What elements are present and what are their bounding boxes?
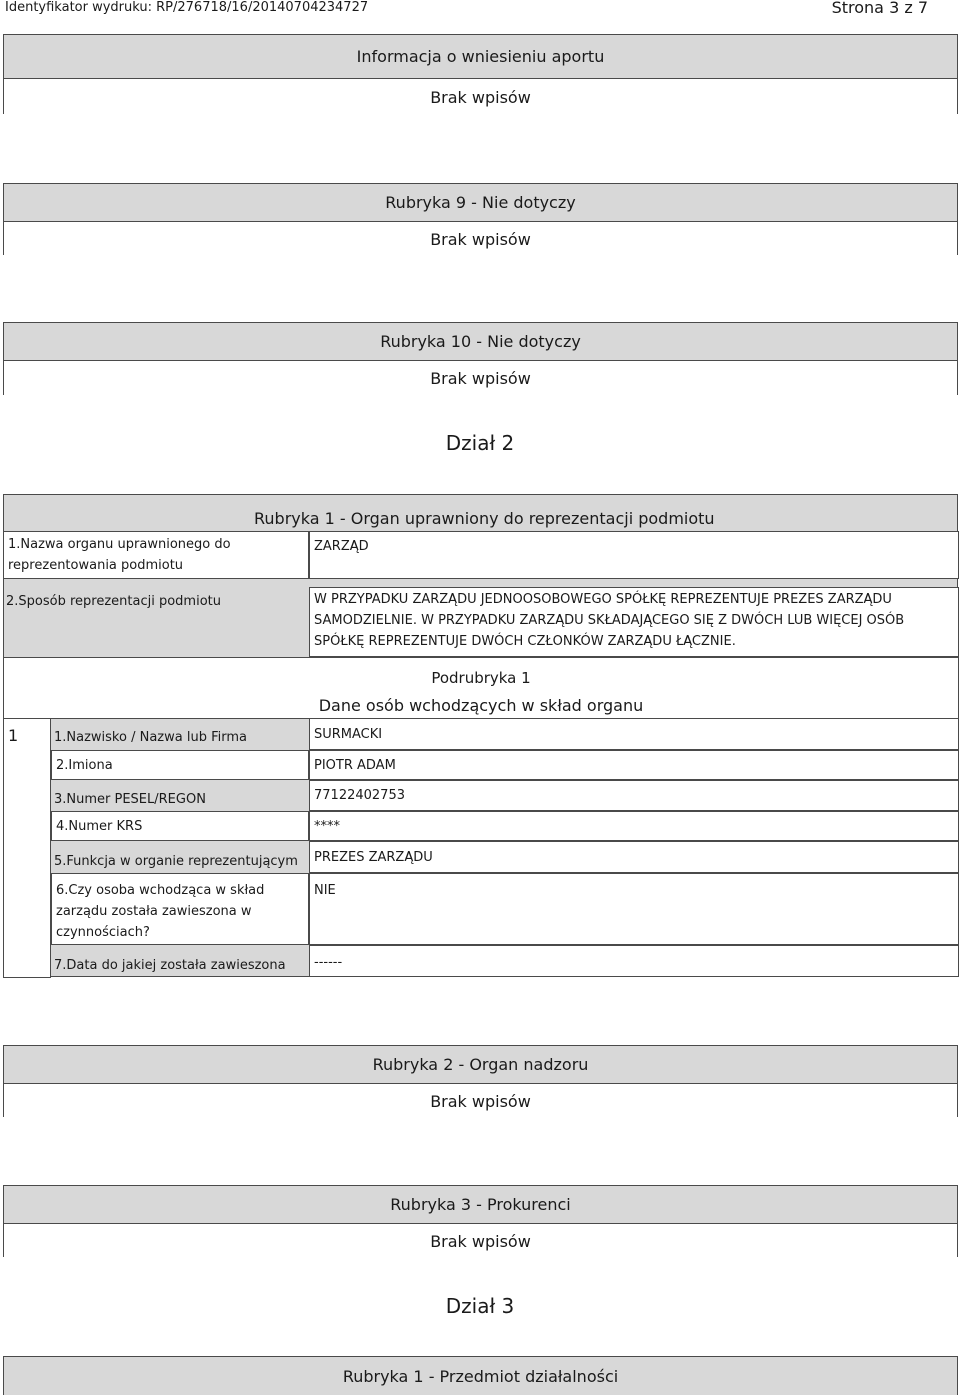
row-6-value-cell (309, 873, 959, 945)
row-3-value: 77122402753 (314, 788, 405, 803)
section-aport-body (4, 79, 957, 115)
section-dzial-2-title: Dział 2 (445, 431, 515, 455)
row-1-value-cell (309, 718, 959, 750)
section-rubryka-9 (3, 183, 958, 255)
row-2-value: PIOTR ADAM (314, 758, 396, 773)
row-2-label-cell (51, 750, 309, 780)
field-1-label-cell (3, 531, 309, 579)
podrubryka-header (3, 657, 959, 719)
section-rubryka-2-body (4, 1084, 957, 1118)
field-2-value-cell (309, 587, 959, 657)
section-aport-title: Informacja o wniesieniu aportu (356, 47, 605, 66)
row-7-value: ------ (314, 955, 343, 970)
section-rubryka-3-value: Brak wpisów (430, 1231, 531, 1251)
section-rubryka-10-title: Rubryka 10 - Nie dotyczy (380, 332, 581, 351)
row-7-value-cell (309, 945, 959, 977)
rubryka-1-title: Rubryka 1 - Organ uprawniony do reprezentacji podmiotu (254, 509, 715, 528)
section-rubryka-3-title: Rubryka 3 - Prokurenci (390, 1195, 571, 1214)
row-4-value: **** (314, 819, 340, 834)
person-index-cell (3, 718, 51, 978)
section-rubryka-2-value: Brak wpisów (430, 1091, 531, 1111)
section-rubryka-10-value: Brak wpisów (430, 369, 531, 388)
row-4-label: 4.Numer KRS (56, 819, 143, 834)
row-3-value-cell (309, 780, 959, 811)
field-2-label: 2.Sposób reprezentacji podmiotu (6, 594, 221, 609)
row-4-label-cell (51, 811, 309, 841)
field-1-value-cell (309, 531, 959, 579)
person-index: 1 (8, 726, 19, 745)
section-rubryka-2-header (4, 1046, 957, 1084)
rubryka-1-organ (3, 494, 958, 977)
print-identifier: Identyfikator wydruku: RP/276718/16/20140704234727 (5, 0, 369, 15)
section-rubryka-10 (3, 322, 958, 395)
row-7-label: 7.Data do jakiej została zawieszona (54, 958, 286, 973)
section-rubryka-10-body (4, 361, 957, 396)
section-rubryka-3-header (4, 1186, 957, 1224)
row-2-label: 2.Imiona (56, 758, 113, 773)
section-rubryka-3 (3, 1185, 958, 1257)
section-dzial-3-rubryka-1-title: Rubryka 1 - Przedmiot działalności (342, 1367, 619, 1386)
row-6-label: 6.Czy osoba wchodząca w skład zarządu została zawieszona w czynnościach? (56, 883, 265, 940)
row-1-label: 1.Nazwisko / Nazwa lub Firma (54, 730, 247, 745)
podrubryka-title: Podrubryka 1 (431, 669, 531, 687)
row-6-value: NIE (314, 883, 336, 898)
podrubryka-subtitle: Dane osób wchodzących w skład organu (318, 696, 644, 715)
row-1-value: SURMACKI (314, 727, 383, 742)
section-dzial-3-rubryka-1-header (4, 1357, 957, 1395)
section-rubryka-3-body (4, 1224, 957, 1258)
row-5-label: 5.Funkcja w organie reprezentującym (54, 854, 298, 869)
row-3-label: 3.Numer PESEL/REGON (54, 792, 206, 807)
section-dzial-3-rubryka-1 (3, 1356, 958, 1395)
section-aport-value: Brak wpisów (430, 87, 531, 107)
section-aport (3, 34, 958, 114)
field-2-value: W PRZYPADKU ZARZĄDU JEDNOOSOBOWEGO SPÓŁKĘ REPREZENTUJE PREZES ZARZĄDU SAMODZIELNIE. W PRZYPADKU ZARZĄDU SKŁADAJĄCEGO SIĘ Z DWÓCH LUB WIĘCEJ OSÓB SPÓŁKĘ REPREZENTUJE DWÓCH CZŁONKÓW ZARZĄDU ŁĄCZNIE. (314, 592, 905, 649)
section-rubryka-2 (3, 1045, 958, 1117)
section-rubryka-9-value: Brak wpisów (430, 229, 531, 249)
row-5-value-cell (309, 841, 959, 873)
field-1-value: ZARZĄD (314, 539, 369, 554)
row-5-value: PREZES ZARZĄDU (314, 850, 433, 865)
section-dzial-3-title: Dział 3 (445, 1294, 515, 1318)
section-rubryka-9-title: Rubryka 9 - Nie dotyczy (385, 193, 576, 212)
page-number: Strona 3 z 7 (831, 0, 928, 17)
row-2-value-cell (309, 750, 959, 780)
section-rubryka-10-header (4, 323, 957, 361)
row-6-label-cell (51, 873, 309, 945)
section-rubryka-9-body (4, 222, 957, 256)
section-rubryka-9-header (4, 184, 957, 222)
section-rubryka-2-title: Rubryka 2 - Organ nadzoru (372, 1055, 589, 1074)
row-4-value-cell (309, 811, 959, 841)
field-1-label: 1.Nazwa organu uprawnionego do reprezentowania podmiotu (8, 537, 231, 573)
section-aport-header (4, 35, 957, 79)
